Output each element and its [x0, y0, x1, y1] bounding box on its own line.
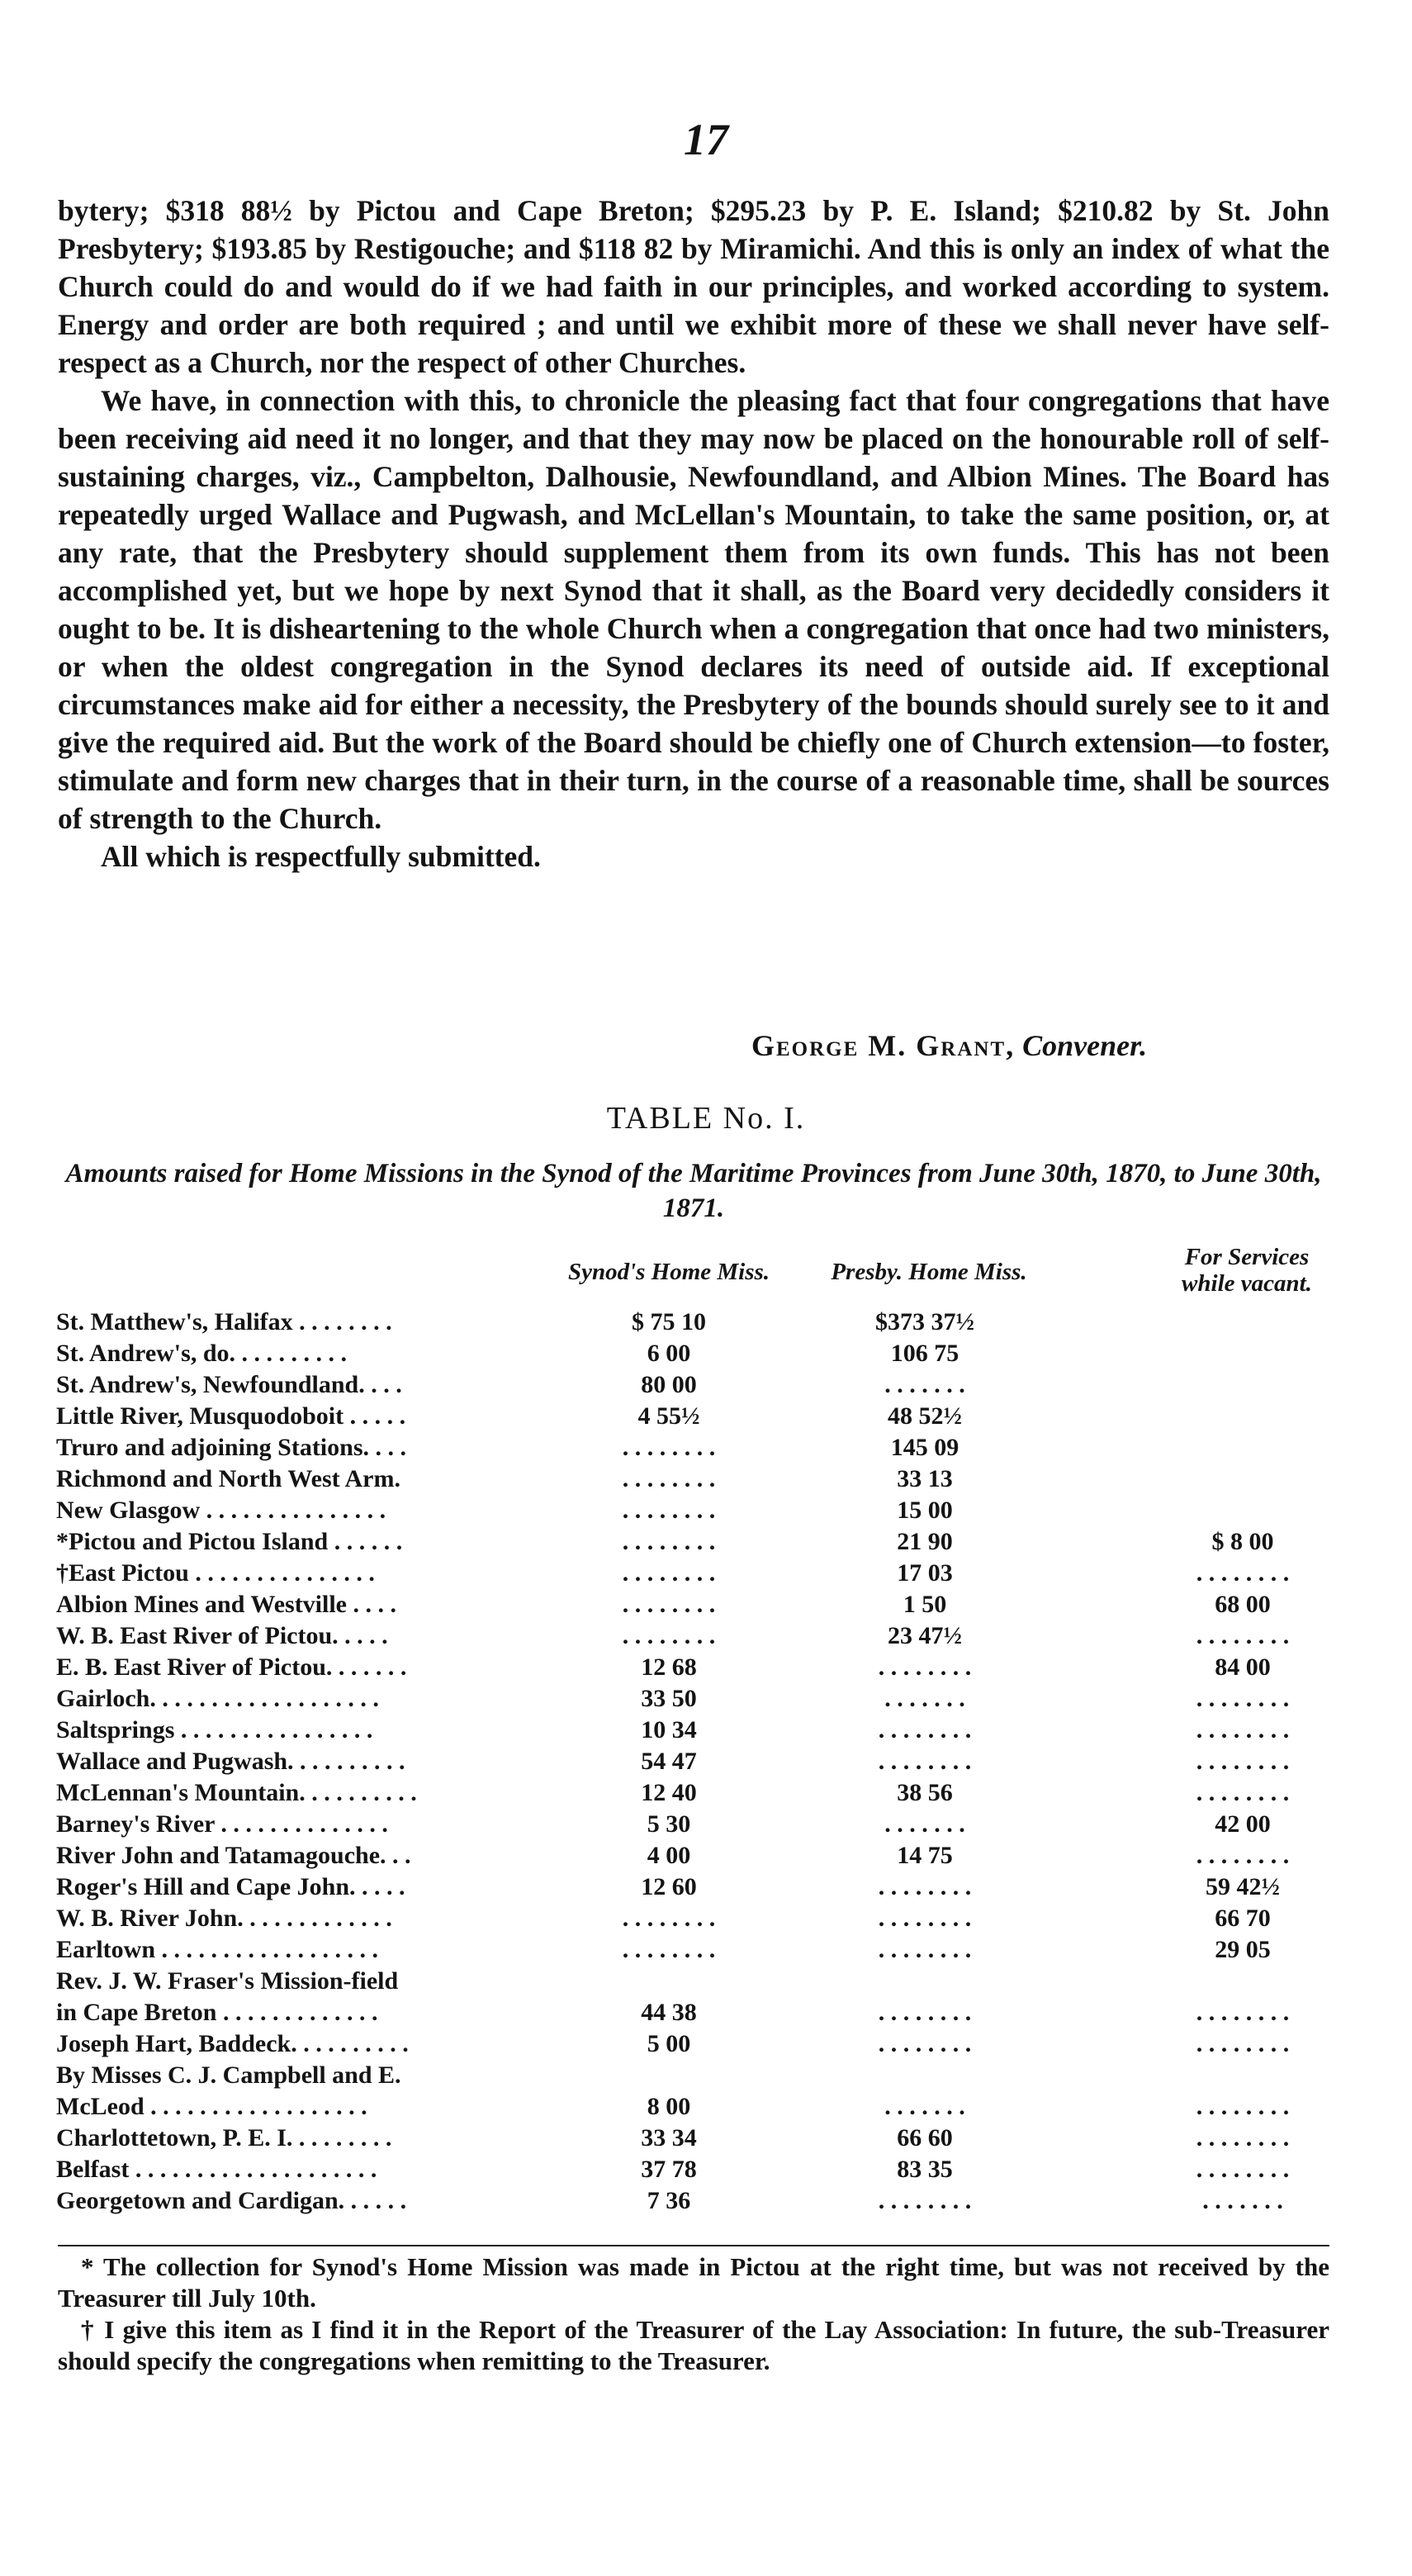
table-row: [0, 1464, 1412, 1495]
presbytery-amount: . . . . . . . .: [878, 1716, 972, 1743]
footnote-rule: [58, 2245, 1329, 2246]
table-row: [0, 1307, 1412, 1338]
congregation-name: By Misses C. J. Campbell and E.: [56, 2061, 401, 2089]
vacant-amount: . . . . . . . .: [1196, 1685, 1290, 1712]
vacant-amount: 59 42½: [1206, 1873, 1280, 1900]
presbytery-amount: 21 90: [897, 1528, 953, 1555]
presbytery-amount: 14 75: [897, 1842, 953, 1869]
synod-amount: 54 47: [641, 1748, 697, 1775]
synod-amount: 33 34: [641, 2124, 697, 2151]
presbytery-amount: . . . . . . .: [884, 2093, 965, 2120]
vacant-amount: . . . . . . . .: [1196, 1748, 1290, 1775]
presbytery-amount: . . . . . . .: [884, 1810, 965, 1838]
presbytery-amount: 33 13: [897, 1465, 953, 1492]
congregation-name: McLennan's Mountain. . . . . . . . . .: [56, 1779, 417, 1806]
synod-amount: 8 00: [647, 2093, 691, 2120]
presbytery-amount: . . . . . . . .: [878, 1999, 972, 2026]
congregation-name: St. Matthew's, Halifax . . . . . . . .: [56, 1308, 392, 1335]
paragraph-3: All which is respectfully submitted.: [101, 840, 541, 873]
vacant-amount: . . . . . . . .: [1196, 1842, 1290, 1869]
congregation-name: Belfast . . . . . . . . . . . . . . . . . . . .: [56, 2156, 377, 2183]
congregation-name: Roger's Hill and Cape John. . . . .: [56, 1873, 405, 1900]
vacant-amount: 68 00: [1215, 1591, 1271, 1618]
vacant-amount: $ 8 00: [1211, 1528, 1274, 1555]
presbytery-amount: $373 37½: [875, 1308, 974, 1335]
presbytery-amount: . . . . . . .: [884, 1685, 965, 1712]
table-row: [0, 1903, 1412, 1934]
vacant-amount: . . . . . . . .: [1196, 1999, 1290, 2026]
presbytery-amount: 106 75: [890, 1340, 959, 1367]
synod-amount: . . . . . . . .: [622, 1465, 716, 1492]
synod-amount: 5 00: [647, 2030, 691, 2057]
congregation-name: Saltsprings . . . . . . . . . . . . . . . .: [56, 1716, 373, 1743]
table-caption: Amounts raised for Home Missions in the Synod of the Maritime Provinces from June 30th, 1870, to June 30th, 1871.: [65, 1159, 1322, 1223]
vacant-amount: . . . . . . . .: [1196, 1779, 1290, 1806]
synod-amount: 6 00: [647, 1340, 691, 1367]
synod-amount: $ 75 10: [632, 1308, 706, 1335]
vacant-amount: . . . . . . .: [1202, 2187, 1283, 2214]
presbytery-amount: 83 35: [897, 2156, 953, 2183]
table-row: [0, 1777, 1412, 1809]
presbytery-amount: 38 56: [897, 1779, 953, 1806]
table-row: [0, 1401, 1412, 1432]
presbytery-amount: . . . . . . . .: [878, 1905, 972, 1932]
footnote-1: * The collection for Synod's Home Mission was made in Pictou at the right time, but was not received by the Treasurer till July 10th.: [58, 2252, 1329, 2313]
column-header-vacant-line2: while vacant.: [1182, 1270, 1312, 1297]
table-row: [0, 1558, 1412, 1589]
table-row: [0, 1840, 1412, 1872]
synod-amount: 37 78: [641, 2156, 697, 2183]
table-row: [0, 1966, 1412, 1997]
presbytery-amount: . . . . . . . .: [878, 1748, 972, 1775]
table-row: [0, 2154, 1412, 2185]
vacant-amount: . . . . . . . .: [1196, 2030, 1290, 2057]
presbytery-amount: . . . . . . . .: [878, 1936, 972, 1963]
synod-amount: 12 40: [641, 1779, 697, 1806]
presbytery-amount: 17 03: [897, 1559, 953, 1587]
vacant-amount: 29 05: [1215, 1936, 1271, 1963]
synod-amount: . . . . . . . .: [622, 1905, 716, 1932]
footnotes: [58, 2251, 1329, 2377]
table-row: [0, 1338, 1412, 1369]
table-row: [0, 1715, 1412, 1746]
presbytery-amount: 1 50: [903, 1591, 947, 1618]
synod-amount: . . . . . . . .: [622, 1591, 716, 1618]
report-body: [58, 192, 1329, 875]
congregation-name: New Glasgow . . . . . . . . . . . . . . .: [56, 1497, 386, 1524]
congregation-name: Little River, Musquodoboit . . . . .: [56, 1402, 406, 1430]
table-row: [0, 1589, 1412, 1620]
synod-amount: 80 00: [641, 1371, 697, 1398]
vacant-amount: . . . . . . . .: [1196, 2156, 1290, 2183]
synod-amount: . . . . . . . .: [622, 1528, 716, 1555]
table-row: [0, 1432, 1412, 1464]
synod-amount: . . . . . . . .: [622, 1622, 716, 1649]
column-header-synod: Synod's Home Miss.: [567, 1259, 770, 1285]
congregation-name: in Cape Breton . . . . . . . . . . . . .: [56, 1999, 378, 2026]
table-row: [0, 1652, 1412, 1683]
table-body: [0, 1307, 1412, 2217]
presbytery-amount: 145 09: [890, 1434, 959, 1461]
congregation-name: W. B. East River of Pictou. . . . .: [56, 1622, 388, 1649]
congregation-name: Truro and adjoining Stations. . . .: [56, 1434, 406, 1461]
synod-amount: . . . . . . . .: [622, 1559, 716, 1587]
vacant-amount: . . . . . . . .: [1196, 1716, 1290, 1743]
presbytery-amount: 66 60: [897, 2124, 953, 2151]
congregation-name: Earltown . . . . . . . . . . . . . . . . . .: [56, 1936, 378, 1963]
table-row: [0, 1526, 1412, 1558]
synod-amount: 12 60: [641, 1873, 697, 1900]
congregation-name: Georgetown and Cardigan. . . . . .: [56, 2187, 407, 2214]
synod-amount: 5 30: [647, 1810, 691, 1838]
footnote-2: † I give this item as I find it in the Report of the Treasurer of the Lay Association: In future, the sub-Treasurer should specify the congregations when remitting to the Treasurer.: [58, 2315, 1329, 2375]
paragraph-1: bytery; $318 88½ by Pictou and Cape Breton; $295.23 by P. E. Island; $210.82 by St. John Presbytery; $193.85 by Restigouche; and $118 82 by Miramichi. And this is only an index of what the Church could do and would do if we had faith in our principles, and worked according to system. Energy and order are both required ; and until we exhibit more of these we shall never have self-respect as a Church, nor the respect of other Churches.: [58, 194, 1329, 379]
column-header-vacant-line1: For Services: [1184, 1244, 1310, 1270]
synod-amount: 44 38: [641, 1999, 697, 2026]
signature: [751, 1028, 1329, 1063]
congregation-name: W. B. River John. . . . . . . . . . . . .: [56, 1905, 392, 1932]
congregation-name: St. Andrew's, Newfoundland. . . .: [56, 1371, 402, 1398]
synod-amount: . . . . . . . .: [622, 1434, 716, 1461]
congregation-name: Albion Mines and Westville . . . .: [56, 1591, 397, 1618]
table-row: [0, 1934, 1412, 1966]
table-title: TABLE No. I.: [606, 1101, 806, 1136]
presbytery-amount: . . . . . . . .: [878, 1653, 972, 1681]
table-row: [0, 1872, 1412, 1903]
synod-amount: . . . . . . . .: [622, 1497, 716, 1524]
column-header-vacant: [1148, 1244, 1346, 1297]
vacant-amount: 66 70: [1215, 1905, 1271, 1932]
synod-amount: 7 36: [647, 2187, 691, 2214]
table-row: [0, 2091, 1412, 2123]
synod-amount: 10 34: [641, 1716, 697, 1743]
vacant-amount: . . . . . . . .: [1196, 1559, 1290, 1587]
congregation-name: Joseph Hart, Baddeck. . . . . . . . . .: [56, 2030, 409, 2057]
congregation-name: Gairloch. . . . . . . . . . . . . . . . . . .: [56, 1685, 379, 1712]
congregation-name: *Pictou and Pictou Island . . . . . .: [56, 1528, 403, 1555]
congregation-name: Charlottetown, P. E. I. . . . . . . . .: [56, 2124, 392, 2151]
congregation-name: Richmond and North West Arm.: [56, 1465, 400, 1492]
presbytery-amount: . . . . . . .: [884, 1371, 965, 1398]
congregation-name: McLeod . . . . . . . . . . . . . . . . . .: [56, 2093, 367, 2120]
congregation-name: River John and Tatamagouche. . .: [56, 1842, 411, 1869]
synod-amount: 4 00: [647, 1842, 691, 1869]
table-row: [0, 1997, 1412, 2028]
table-row: [0, 2060, 1412, 2091]
congregation-name: St. Andrew's, do. . . . . . . . . .: [56, 1340, 348, 1367]
synod-amount: 4 55½: [637, 1402, 700, 1430]
table-row: [0, 1683, 1412, 1715]
vacant-amount: . . . . . . . .: [1196, 2124, 1290, 2151]
table-row: [0, 2123, 1412, 2154]
table-row: [0, 2028, 1412, 2060]
congregation-name: Rev. J. W. Fraser's Mission-field: [56, 1967, 399, 1995]
table-row: [0, 1495, 1412, 1526]
table-row: [0, 1746, 1412, 1777]
signature-role: Convener.: [1022, 1029, 1148, 1062]
vacant-amount: . . . . . . . .: [1196, 2093, 1290, 2120]
presbytery-amount: . . . . . . . .: [878, 1873, 972, 1900]
table-row: [0, 1620, 1412, 1652]
page-number: 17: [684, 115, 728, 164]
vacant-amount: . . . . . . . .: [1196, 1622, 1290, 1649]
congregation-name: E. B. East River of Pictou. . . . . . .: [56, 1653, 407, 1681]
congregation-name: Wallace and Pugwash. . . . . . . . . .: [56, 1748, 405, 1775]
vacant-amount: 84 00: [1215, 1653, 1271, 1681]
congregation-name: Barney's River . . . . . . . . . . . . . .: [56, 1810, 388, 1838]
synod-amount: 33 50: [641, 1685, 697, 1712]
paragraph-2: We have, in connection with this, to chronicle the pleasing fact that four congregations that have been receiving aid need it no longer, and that they may now be placed on the honourable roll of self-sustaining charges, viz., Campbelton, Dalhousie, Newfoundland, and Albion Mines. The Board has repeatedly urged Wallace and Pugwash, and McLellan's Mountain, to take the same position, or, at any rate, that the Presbytery should supplement them from its own funds. This has not been accomplished yet, but we hope by next Synod that it shall, as the Board very decidedly considers it ought to be. It is disheartening to the whole Church when a congregation that once had two ministers, or when the oldest congregation in the Synod declares its need of outside aid. If exceptional circumstances make aid for either a necessity, the Presbytery of the bounds should surely see to it and give the required aid. But the work of the Board should be chiefly one of Church extension—to foster, stimulate and form new charges that in their turn, in the course of a reasonable time, shall be sources of strength to the Church.: [58, 384, 1329, 835]
signature-name: George M. Grant,: [751, 1029, 1016, 1062]
column-header-presbytery: Presby. Home Miss.: [831, 1259, 1027, 1285]
table-row: [0, 1369, 1412, 1401]
table-row: [0, 2185, 1412, 2217]
presbytery-amount: 15 00: [897, 1497, 953, 1524]
presbytery-amount: 23 47½: [888, 1622, 962, 1649]
vacant-amount: 42 00: [1215, 1810, 1271, 1838]
synod-amount: 12 68: [641, 1653, 697, 1681]
presbytery-amount: . . . . . . . .: [878, 2030, 972, 2057]
congregation-name: †East Pictou . . . . . . . . . . . . . . .: [56, 1559, 375, 1587]
synod-amount: . . . . . . . .: [622, 1936, 716, 1963]
table-row: [0, 1809, 1412, 1840]
presbytery-amount: . . . . . . . .: [878, 2187, 972, 2214]
presbytery-amount: 48 52½: [888, 1402, 962, 1430]
